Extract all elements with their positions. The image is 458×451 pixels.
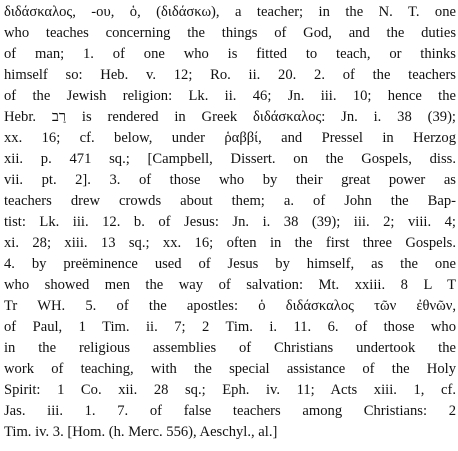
entry-line-2: who teaches concerning the things of God, and the duties bbox=[4, 25, 456, 41]
entry-line-17: in the religious assemblies of Christians undertook the bbox=[4, 340, 456, 356]
entry-line-5: of the Jewish religion: Lk. ii. 46; Jn. iii. 10; hence the bbox=[4, 88, 456, 104]
entry-line-18: work of teaching, with the special assistance of the Holy bbox=[4, 361, 456, 377]
entry-line-1: διδάσκαλος, -ου, ὁ, (διδάσκω), a teacher; in the N. T. one bbox=[4, 4, 456, 20]
entry-line-21: Tim. iv. 3. [Hom. (h. Merc. 556), Aeschyl., al.] bbox=[4, 424, 278, 440]
entry-line-6: Hebr. רַב is rendered in Greek διδάσκαλος: Jn. i. 38 (39); bbox=[4, 109, 456, 125]
entry-line-7: xx. 16; cf. below, under ῥαββί, and Pressel in Herzog bbox=[4, 130, 456, 146]
entry-line-15: Tr WH. 5. of the apostles: ὁ διδάσκαλος τῶν ἐθνῶν, bbox=[4, 298, 456, 314]
entry-line-13: 4. by preëminence used of Jesus by himself, as the one bbox=[4, 256, 456, 272]
entry-line-3: of man; 1. of one who is fitted to teach, or thinks bbox=[4, 46, 456, 62]
entry-line-8: xii. p. 471 sq.; [Campbell, Dissert. on the Gospels, diss. bbox=[4, 151, 456, 167]
entry-line-4: himself so: Heb. v. 12; Ro. ii. 20. 2. of the teachers bbox=[4, 67, 456, 83]
lexicon-entry-didaskalos bbox=[4, 2, 456, 443]
entry-line-9: vii. pt. 2]. 3. of those who by their great power as bbox=[4, 172, 456, 188]
entry-line-11: tist: Lk. iii. 12. b. of Jesus: Jn. i. 38 (39); iii. 2; viii. 4; bbox=[4, 214, 456, 230]
entry-line-14: who showed men the way of salvation: Mt. xxiii. 8 L T bbox=[4, 277, 456, 293]
entry-line-19: Spirit: 1 Co. xii. 28 sq.; Eph. iv. 11; Acts xiii. 1, cf. bbox=[4, 382, 456, 398]
entry-line-12: xi. 28; xiii. 13 sq.; xx. 16; often in the first three Gospels. bbox=[4, 235, 456, 251]
entry-line-10: teachers drew crowds about them; a. of John the Bap- bbox=[4, 193, 456, 209]
entry-line-16: of Paul, 1 Tim. ii. 7; 2 Tim. i. 11. 6. of those who bbox=[4, 319, 456, 335]
entry-line-20: Jas. iii. 1. 7. of false teachers among Christians: 2 bbox=[4, 403, 456, 419]
